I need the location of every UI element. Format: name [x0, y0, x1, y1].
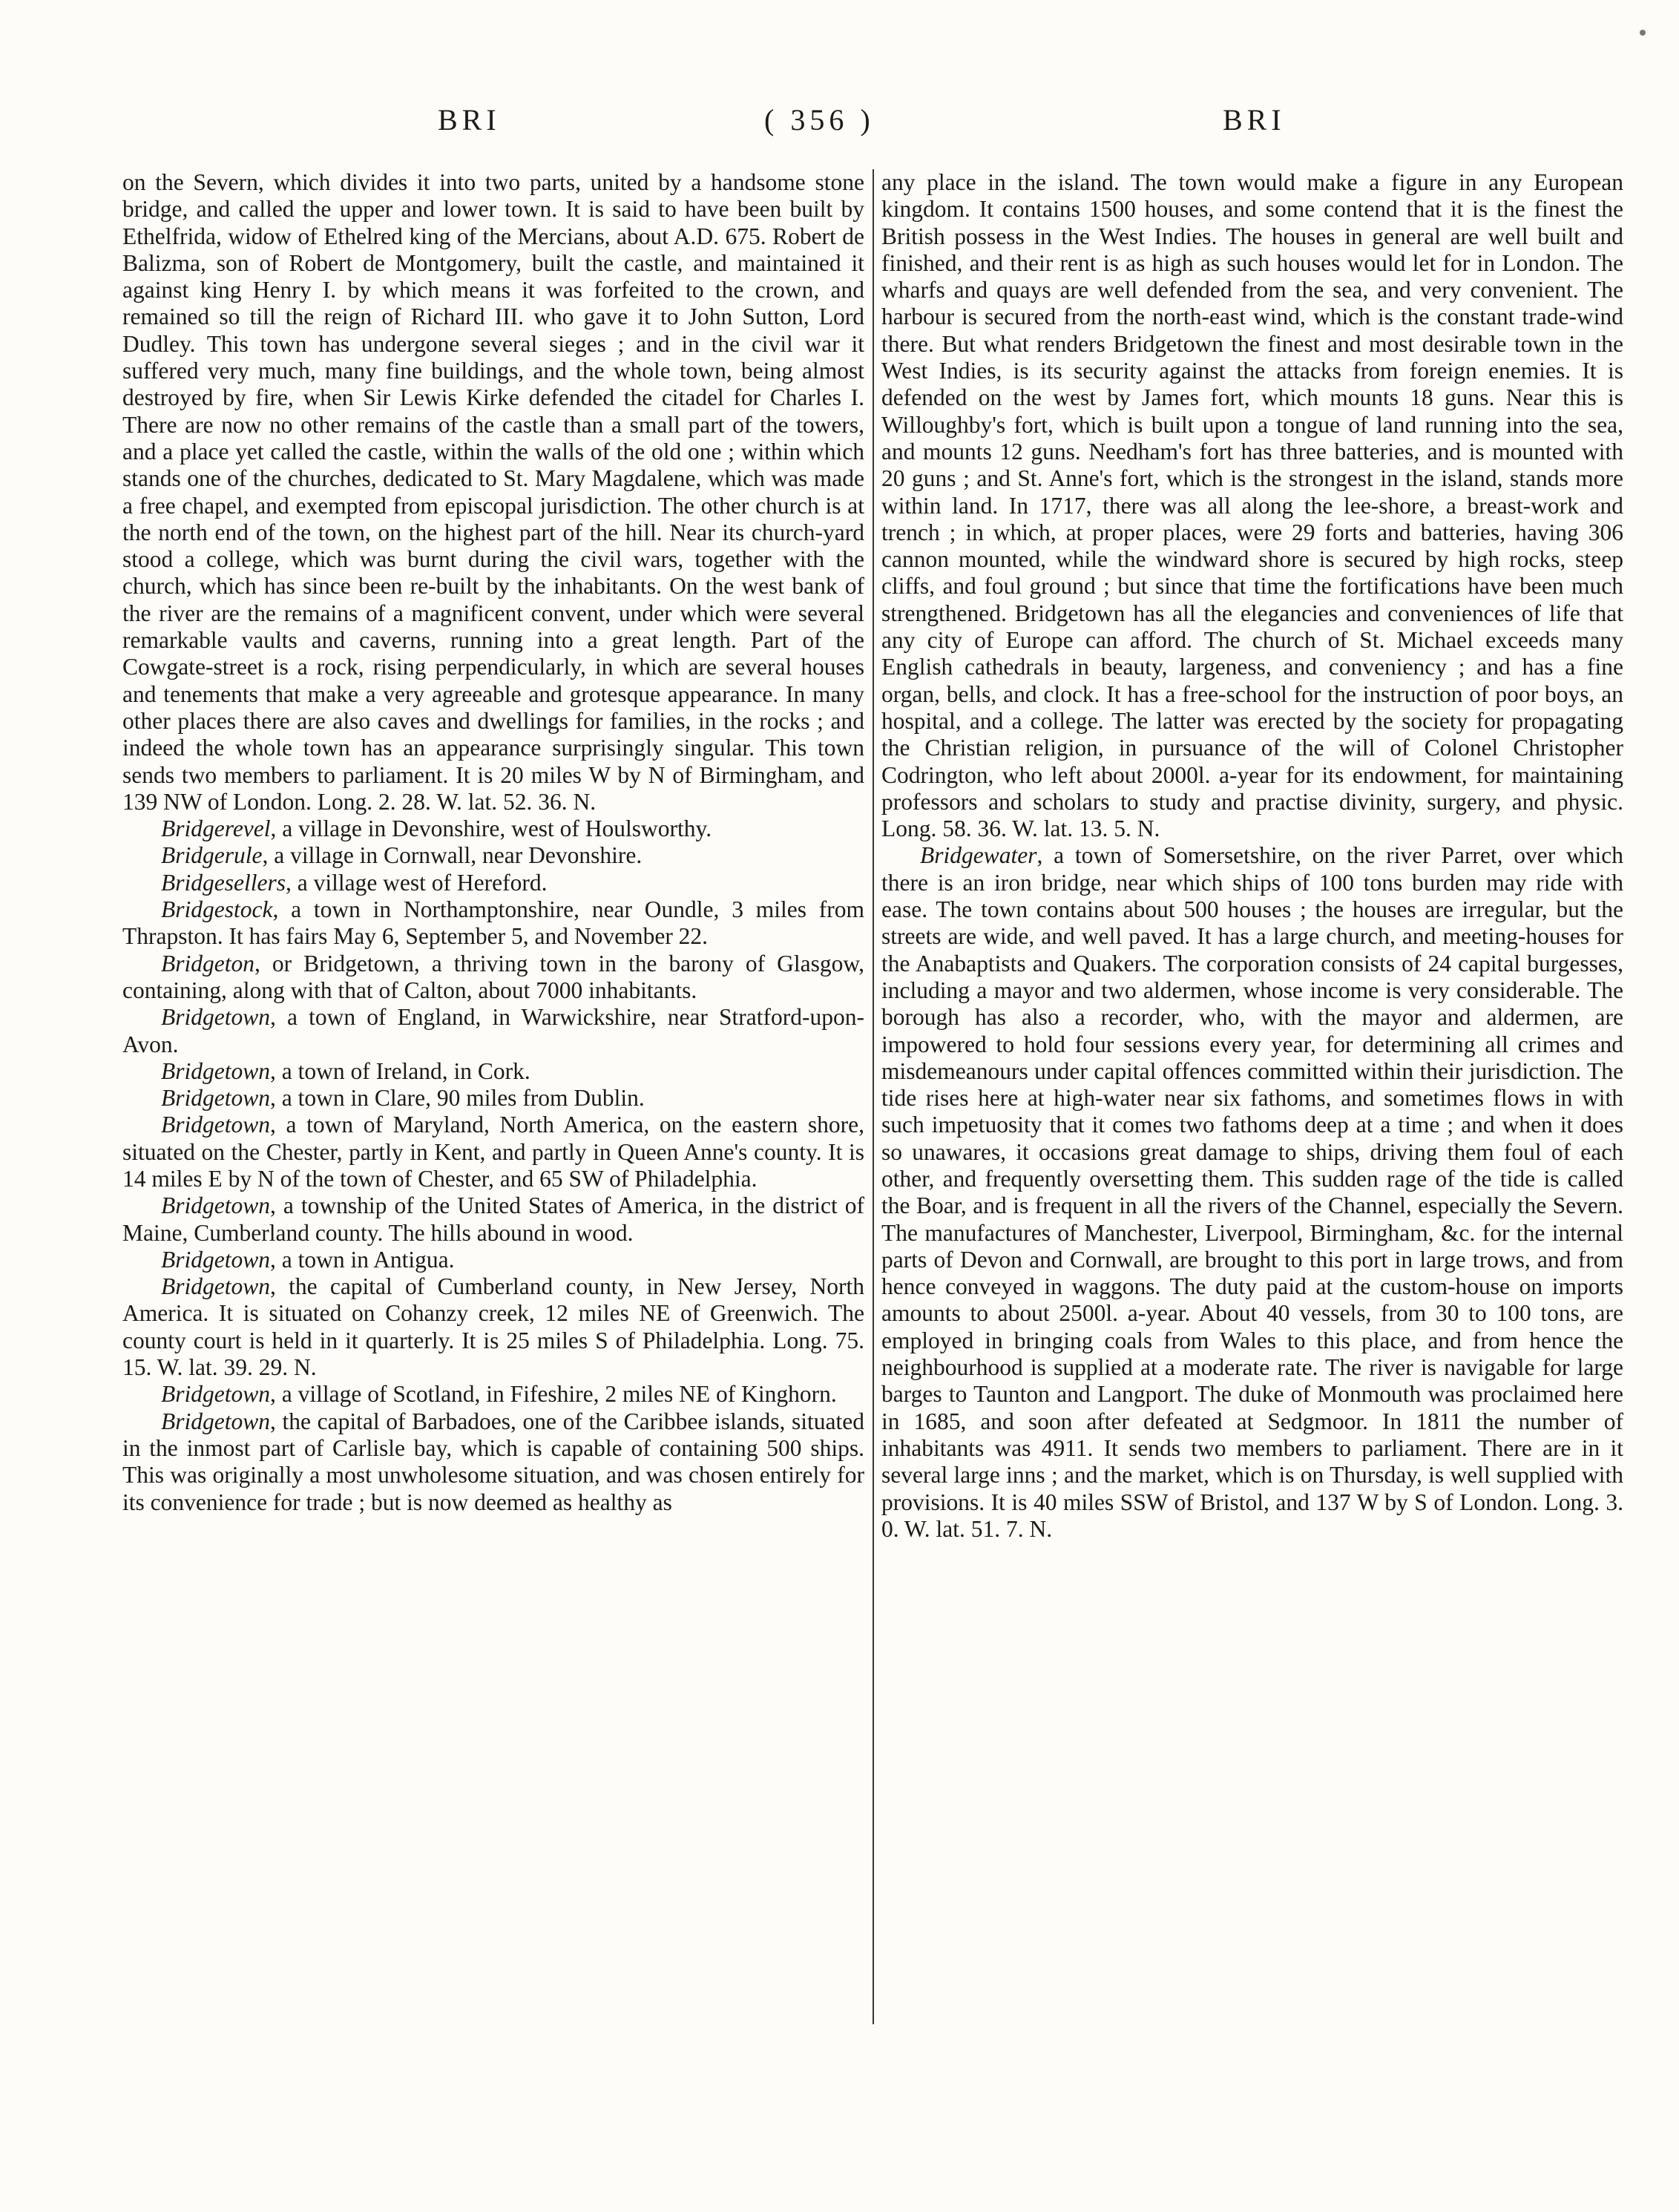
entry-text: , a town in Clare, 90 miles from Dublin. [270, 1085, 645, 1112]
column-divider [873, 169, 874, 2024]
gazetteer-entry [122, 1273, 864, 1381]
gazetteer-entry [122, 951, 864, 1005]
right-column [881, 169, 1623, 1543]
entry-text: , a town of England, in Warwickshire, near Stratford-upon-Avon. [122, 1004, 864, 1057]
entry-continuation [122, 169, 864, 815]
gazetteer-entry [122, 896, 864, 951]
gazetteer-entry [122, 1381, 864, 1408]
header-right-catchword: BRI [1223, 103, 1286, 137]
entry-term: Bridgerule [161, 842, 263, 869]
entry-text: , a town of Ireland, in Cork. [270, 1057, 530, 1084]
entry-text: , a village of Scotland, in Fifeshire, 2 miles NE of Kinghorn. [270, 1381, 837, 1408]
entry-term: Bridgerevel [161, 815, 271, 842]
gazetteer-entry [122, 1085, 864, 1112]
entry-term: Bridgetown [161, 1004, 270, 1031]
entry-text: , a township of the United States of America, in the district of Maine, Cumberland county. The hills abound in wood. [122, 1192, 864, 1246]
gazetteer-entry [122, 1112, 864, 1192]
entry-term: Bridgetown [161, 1246, 270, 1273]
entry-term: Bridgewater [920, 842, 1037, 869]
entry-text: , or Bridgetown, a thriving town in the barony of Glasgow, containing, along with that of Calton, about 7000 inhabitants. [122, 950, 864, 1003]
gazetteer-entry [881, 842, 1623, 1543]
gazetteer-entry [122, 1058, 864, 1085]
running-header [0, 102, 1679, 147]
gazetteer-entry [122, 1408, 864, 1516]
entry-text: , a village west of Hereford. [285, 869, 548, 896]
entry-text: , a town in Northamptonshire, near Oundle, 3 miles from Thrapston. It has fairs May 6, September 5, and November 22. [122, 896, 864, 950]
page-number: ( 356 ) [764, 103, 875, 137]
entry-text: , the capital of Barbadoes, one of the Caribbee islands, situated in the inmost part of Carlisle bay, which is capable of containing 500 ships. This was originally a most unwholesome situation, and was chosen entirely for its convenience for trade ; but is now deemed as healthy as [122, 1408, 864, 1515]
entry-term: Bridgestock [161, 896, 273, 923]
entry-text: , a village in Devonshire, west of Houlsworthy. [270, 815, 712, 842]
page-speck [1640, 30, 1646, 36]
entry-text: , a town of Somersetshire, on the river Parret, over which there is an iron bridge, near which ships of 100 tons burden may ride with ease. The town contains about 500 houses ; the houses are irregular, but the streets are wide, and well paved. It has a large church, and meeting-houses for the Anabaptists and Quakers. The corporation consists of 24 capital burgesses, including a mayor and two aldermen, whose income is very considerable. The borough has also a recorder, who, with the mayor and aldermen, are impowered to hold four sessions every year, for determining all crimes and misdemeanours under capital offences committed within their jurisdiction. The tide rises here at high-water near six fathoms, and sometimes flows in with such impetuosity that it comes two fathoms deep at a time ; and when it does so unawares, it occasions great damage to ships, driving them foul of each other, and frequently oversetting them. This sudden rage of the tide is called the Boar, and is frequent in all the rivers of the Channel, especially the Severn. The manufactures of Manchester, Liverpool, Birmingham, &c. for the internal parts of Devon and Cornwall, are brought to this port in large trows, and from hence conveyed in waggons. The duty paid at the custom-house on imports amounts to about 2500l. a-year. About 40 vessels, from 30 to 100 tons, are employed in bringing coals from Wales to this place, and from hence the neighbourhood is supplied at a moderate rate. The river is navigable for large barges to Taunton and Langport. The duke of Monmouth was proclaimed here in 1685, and soon after defeated at Sedgmoor. In 1811 the number of inhabitants was 4911. It sends two members to parliament. There are in it several large inns ; and the market, which is on Thursday, is well supplied with provisions. It is 40 miles SSW of Bristol, and 137 W by S of London. Long. 3. 0. W. lat. 51. 7. N. [881, 842, 1623, 1542]
entry-text: any place in the island. The town would make a figure in any European kingdom. It contains 1500 houses, and some contend that it is the finest the British possess in the West Indies. The houses in general are well built and finished, and their rent is as high as such houses would let for in London. The wharfs and quays are well defended from the sea, and very convenient. The harbour is secured from the north-east wind, which is the constant trade-wind there. But what renders Bridgetown the finest and most desirable town in the West Indies, is its security against the attacks from foreign enemies. It is defended on the west by James fort, which mounts 18 guns. Near this is Willoughby's fort, which is built upon a tongue of land running into the sea, and mounts 12 guns. Needham's fort has three batteries, and is mounted with 20 guns ; and St. Anne's fort, which is the strongest in the island, stands more within land. In 1717, there was all along the lee-shore, a breast-work and trench ; in which, at proper places, were 29 forts and batteries, having 306 cannon mounted, while the windward shore is secured by high rocks, steep cliffs, and foul ground ; but since that time the fortifications have been much strengthened. Bridgetown has all the elegancies and conveniences of life that any city of Europe can afford. The church of St. Michael exceeds many English cathedrals in beauty, largeness, and conveniency ; and has a fine organ, bells, and clock. It has a free-school for the instruction of poor boys, an hospital, and a college. The latter was erected by the society for propagating the Christian religion, in pursuance of the will of Colonel Christopher Codrington, who left about 2000l. a-year for its endowment, for maintaining professors and scholars to study and practise divinity, surgery, and physic. Long. 58. 36. W. lat. 13. 5. N. [881, 169, 1623, 842]
entry-term: Bridgetown [161, 1408, 270, 1434]
gazetteer-entry [122, 815, 864, 842]
entry-text: , the capital of Cumberland county, in New Jersey, North America. It is situated on Cohanzy creek, 12 miles NE of Greenwich. The county court is held in it quarterly. It is 25 miles S of Philadelphia. Long. 75. 15. W. lat. 39. 29. N. [122, 1273, 864, 1381]
gazetteer-entry [122, 870, 864, 896]
entry-term: Bridgetown [161, 1057, 270, 1084]
gazetteer-entry [122, 1004, 864, 1058]
entry-continuation [881, 169, 1623, 842]
gazetteer-entry [122, 1192, 864, 1247]
entry-term: Bridgeton [161, 950, 254, 977]
entry-term: Bridgetown [161, 1381, 270, 1408]
entry-text: , a town of Maryland, North America, on the eastern shore, situated on the Chester, partly in Kent, and partly in Queen Anne's county. It is 14 miles E by N of the town of Chester, and 65 SW of Philadelphia. [122, 1112, 864, 1192]
entry-term: Bridgetown [161, 1192, 270, 1219]
entry-term: Bridgetown [161, 1273, 270, 1300]
entry-term: Bridgetown [161, 1112, 270, 1138]
gazetteer-entry [122, 842, 864, 869]
entry-text: , a village in Cornwall, near Devonshire. [262, 842, 643, 869]
entry-term: Bridgesellers [161, 869, 286, 896]
left-column [122, 169, 864, 1516]
header-left-catchword: BRI [438, 103, 501, 137]
entry-text: on the Severn, which divides it into two parts, united by a handsome stone bridge, and called the upper and lower town. It is said to have been built by Ethelfrida, widow of Ethelred king of the Mercians, about A.D. 675. Robert de Balizma, son of Robert de Montgomery, built the castle, and maintained it against king Henry I. by which means it was forfeited to the crown, and remained so till the reign of Richard III. who gave it to John Sutton, Lord Dudley. This town has undergone several sieges ; and in the civil war it suffered very much, many fine buildings, and the whole town, being almost destroyed by fire, when Sir Lewis Kirke defended the citadel for Charles I. There are now no other remains of the castle than a small part of the towers, and a place yet called the castle, within the walls of the old one ; within which stands one of the churches, dedicated to St. Mary Magdalene, which was made a free chapel, and exempted from episcopal jurisdiction. The other church is at the north end of the town, on the highest part of the hill. Near its church-yard stood a college, which was burnt during the civil wars, together with the church, which has since been re-built by the inhabitants. On the west bank of the river are the remains of a magnificent convent, under which were several remarkable vaults and caverns, running into a great length. Part of the Cowgate-street is a rock, rising perpendicularly, in which are several houses and tenements that make a very agreeable and grotesque appearance. In many other places there are also caves and dwellings for families, in the rocks ; and indeed the whole town has an appearance surprisingly singular. This town sends two members to parliament. It is 20 miles W by N of Birmingham, and 139 NW of London. Long. 2. 28. W. lat. 52. 36. N. [122, 169, 864, 815]
gazetteer-entry [122, 1247, 864, 1273]
entry-term: Bridgetown [161, 1085, 270, 1112]
entry-text: , a town in Antigua. [270, 1246, 455, 1273]
